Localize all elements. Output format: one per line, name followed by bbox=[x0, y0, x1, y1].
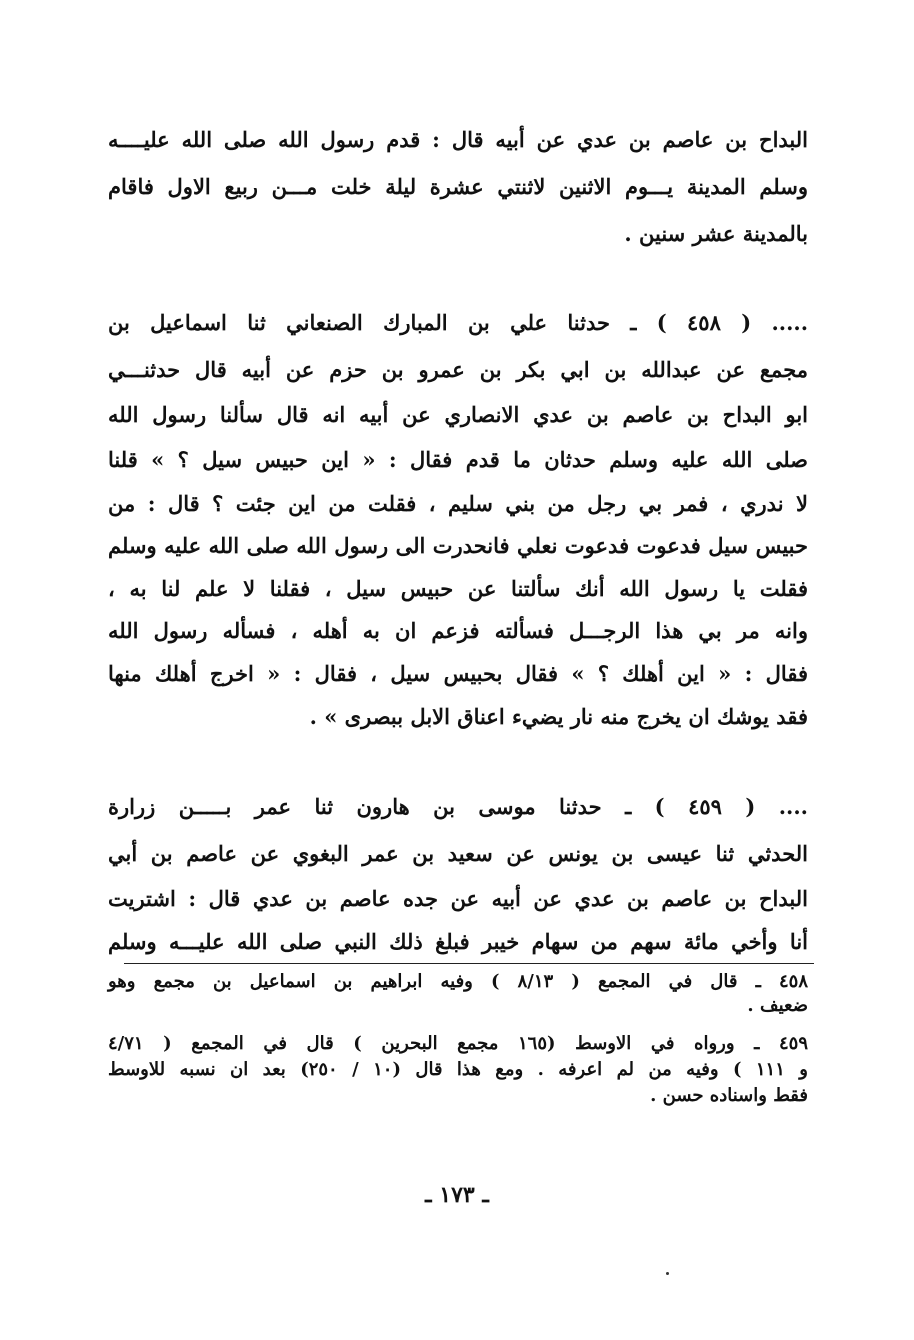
text-line: البداح بن عاصم بن عدي عن أبيه قال : قدم رسول الله صلى الله عليــــه bbox=[108, 127, 808, 152]
text-line: صلى الله عليه وسلم حدثان ما قدم فقال : « اين حبيس سيل ؟ » قلنا bbox=[108, 447, 808, 472]
text-line: البداح بن عاصم بن عدي عن أبيه عن جده عاصم بن عدي قال : اشتريت bbox=[108, 886, 808, 911]
page-number: ـ ١٧٣ ـ bbox=[425, 1182, 489, 1208]
footnote-458: ٤٥٨ ـ قال في المجمع ( ٨/١٣ ) وفيه ابراهيم بن اسماعيل بن مجمع وهو bbox=[108, 971, 808, 992]
text-line: مجمع عن عبدالله بن ابي بكر بن عمرو بن حزم عن أبيه قال حدثنـــي bbox=[108, 357, 808, 382]
text-line: بالمدينة عشر سنين . bbox=[624, 221, 808, 246]
footnote-line: و ١١١ ) وفيه من لم اعرفه . ومع هذا قال (١٠ / ٢٥٠) بعد ان نسبه للاوسط bbox=[108, 1059, 808, 1080]
hadith-459-heading: .... ( ٤٥٩ ) ـ حدثنا موسى بن هارون ثنا عمر بـــــن زرارة bbox=[108, 794, 808, 819]
text-line: وسلم المدينة يـــوم الاثنين لاثنتي عشرة ليلة خلت مـــن ربيع الاول فاقام bbox=[108, 174, 808, 199]
footnote-line: ضعيف . bbox=[747, 995, 808, 1016]
scan-speck bbox=[666, 1272, 669, 1275]
footnote-line: فقط واسناده حسن . bbox=[650, 1085, 808, 1106]
text-line: فقال : « اين أهلك ؟ » فقال بحبيس سيل ، فقال : « اخرج أهلك منها bbox=[108, 661, 808, 686]
hadith-458-heading: ..... ( ٤٥٨ ) ـ حدثنا علي بن المبارك الصنعاني ثنا اسماعيل بن bbox=[108, 310, 808, 335]
text-line: ابو البداح بن عاصم بن عدي الانصاري عن أبيه انه قال سألنا رسول الله bbox=[108, 402, 808, 427]
text-line: أنا وأخي مائة سهم من سهام خيبر فبلغ ذلك النبي صلى الله عليـــه وسلم bbox=[108, 929, 808, 954]
footnote-separator bbox=[124, 963, 814, 964]
text-line: فقد يوشك ان يخرج منه نار يضيء اعناق الابل ببصرى » . bbox=[309, 704, 808, 729]
text-line: حبيس سيل فدعوت فدعوت نعلي فانحدرت الى رسول الله صلى الله عليه وسلم bbox=[108, 533, 808, 558]
text-line: الحدثي ثنا عيسى بن يونس عن سعيد بن عمر البغوي عن عاصم بن أبي bbox=[108, 841, 808, 866]
footnote-459: ٤٥٩ ـ ورواه في الاوسط (١٦٥ مجمع البحرين ) قال في المجمع ( ٤/٧١ bbox=[108, 1033, 808, 1054]
text-line: لا ندري ، فمر بي رجل من بني سليم ، فقلت من اين جئت ؟ قال : من bbox=[108, 491, 808, 516]
text-line: فقلت يا رسول الله أنك سألتنا عن حبيس سيل ، فقلنا لا علم لنا به ، bbox=[108, 576, 808, 601]
text-line: وانه مر بي هذا الرجـــل فسألته فزعم ان به أهله ، فسأله رسول الله bbox=[108, 618, 808, 643]
